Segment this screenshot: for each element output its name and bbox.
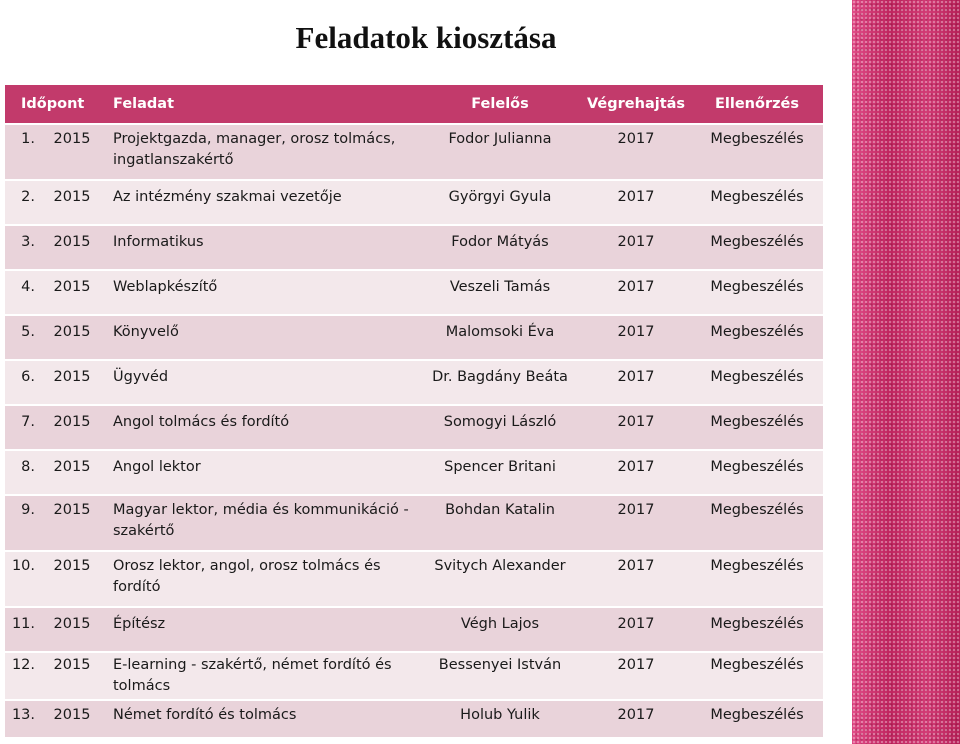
row-task: Angol lektor: [107, 451, 419, 494]
row-task: E-learning - szakértő, német fordító és tolmács: [107, 653, 419, 699]
table-row: [5, 226, 823, 269]
table-row: [5, 125, 823, 179]
row-exec-year: 2017: [581, 226, 691, 269]
row-responsible: Veszeli Tamás: [419, 271, 581, 314]
row-year: 2015: [37, 701, 107, 737]
row-responsible: Fodor Mátyás: [419, 226, 581, 269]
row-check: Megbeszélés: [691, 552, 823, 606]
row-year: 2015: [37, 361, 107, 404]
row-check: Megbeszélés: [691, 701, 823, 737]
row-check: Megbeszélés: [691, 271, 823, 314]
row-number: 8.: [5, 451, 37, 494]
row-year: 2015: [37, 406, 107, 449]
row-responsible: Holub Yulik: [419, 701, 581, 737]
task-table: [5, 83, 823, 739]
row-exec-year: 2017: [581, 552, 691, 606]
table-header-row: [5, 85, 823, 123]
row-exec-year: 2017: [581, 361, 691, 404]
row-exec-year: 2017: [581, 496, 691, 550]
row-check: Megbeszélés: [691, 406, 823, 449]
row-responsible: Fodor Julianna: [419, 125, 581, 179]
row-exec-year: 2017: [581, 608, 691, 651]
row-exec-year: 2017: [581, 406, 691, 449]
row-task: Weblapkészítő: [107, 271, 419, 314]
row-responsible: Dr. Bagdány Beáta: [419, 361, 581, 404]
row-task: Angol tolmács és fordító: [107, 406, 419, 449]
row-check: Megbeszélés: [691, 451, 823, 494]
row-task: Magyar lektor, média és kommunikáció - szakértő: [107, 496, 419, 550]
table-row: [5, 653, 823, 699]
table-row: [5, 181, 823, 224]
table-row: [5, 552, 823, 606]
table-row: [5, 271, 823, 314]
row-year: 2015: [37, 451, 107, 494]
row-number: 13.: [5, 701, 37, 737]
row-exec-year: 2017: [581, 701, 691, 737]
row-number: 4.: [5, 271, 37, 314]
row-task: Projektgazda, manager, orosz tolmács, ingatlanszakértő: [107, 125, 419, 179]
row-year: 2015: [37, 653, 107, 699]
row-number: 12.: [5, 653, 37, 699]
row-exec-year: 2017: [581, 653, 691, 699]
row-exec-year: 2017: [581, 451, 691, 494]
row-year: 2015: [37, 271, 107, 314]
table-row: [5, 406, 823, 449]
row-check: Megbeszélés: [691, 361, 823, 404]
row-task: Orosz lektor, angol, orosz tolmács és fordító: [107, 552, 419, 606]
row-task: Könyvelő: [107, 316, 419, 359]
row-number: 7.: [5, 406, 37, 449]
header-idopont: Időpont: [37, 85, 107, 123]
row-year: 2015: [37, 316, 107, 359]
row-exec-year: 2017: [581, 316, 691, 359]
row-number: 1.: [5, 125, 37, 179]
row-responsible: Végh Lajos: [419, 608, 581, 651]
header-felelos: Felelős: [419, 85, 581, 123]
row-exec-year: 2017: [581, 125, 691, 179]
row-number: 10.: [5, 552, 37, 606]
table-row: [5, 316, 823, 359]
row-check: Megbeszélés: [691, 181, 823, 224]
page-title: Feladatok kiosztása: [295, 20, 557, 55]
table-row: [5, 701, 823, 737]
table-row: [5, 496, 823, 550]
row-number: 3.: [5, 226, 37, 269]
row-check: Megbeszélés: [691, 125, 823, 179]
row-year: 2015: [37, 181, 107, 224]
header-vegrehajtas: Végrehajtás: [581, 85, 691, 123]
row-check: Megbeszélés: [691, 608, 823, 651]
row-check: Megbeszélés: [691, 653, 823, 699]
row-number: 5.: [5, 316, 37, 359]
row-responsible: Györgyi Gyula: [419, 181, 581, 224]
row-task: Ügyvéd: [107, 361, 419, 404]
row-year: 2015: [37, 608, 107, 651]
header-feladat: Feladat: [107, 85, 419, 123]
row-check: Megbeszélés: [691, 316, 823, 359]
row-exec-year: 2017: [581, 181, 691, 224]
row-year: 2015: [37, 226, 107, 269]
table-row: [5, 361, 823, 404]
row-task: Építész: [107, 608, 419, 651]
row-responsible: Bohdan Katalin: [419, 496, 581, 550]
row-responsible: Bessenyei István: [419, 653, 581, 699]
row-year: 2015: [37, 125, 107, 179]
row-exec-year: 2017: [581, 271, 691, 314]
row-year: 2015: [37, 496, 107, 550]
row-task: Az intézmény szakmai vezetője: [107, 181, 419, 224]
table-row: [5, 451, 823, 494]
row-year: 2015: [37, 552, 107, 606]
row-check: Megbeszélés: [691, 496, 823, 550]
row-responsible: Spencer Britani: [419, 451, 581, 494]
header-ellenorzes: Ellenőrzés: [691, 85, 823, 123]
row-task: Informatikus: [107, 226, 419, 269]
row-responsible: Somogyi László: [419, 406, 581, 449]
row-responsible: Malomsoki Éva: [419, 316, 581, 359]
row-number: 9.: [5, 496, 37, 550]
row-number: 11.: [5, 608, 37, 651]
row-responsible: Svitych Alexander: [419, 552, 581, 606]
table-row: [5, 608, 823, 651]
row-number: 6.: [5, 361, 37, 404]
row-check: Megbeszélés: [691, 226, 823, 269]
row-number: 2.: [5, 181, 37, 224]
decorative-side-band: [852, 0, 960, 744]
row-task: Német fordító és tolmács: [107, 701, 419, 737]
